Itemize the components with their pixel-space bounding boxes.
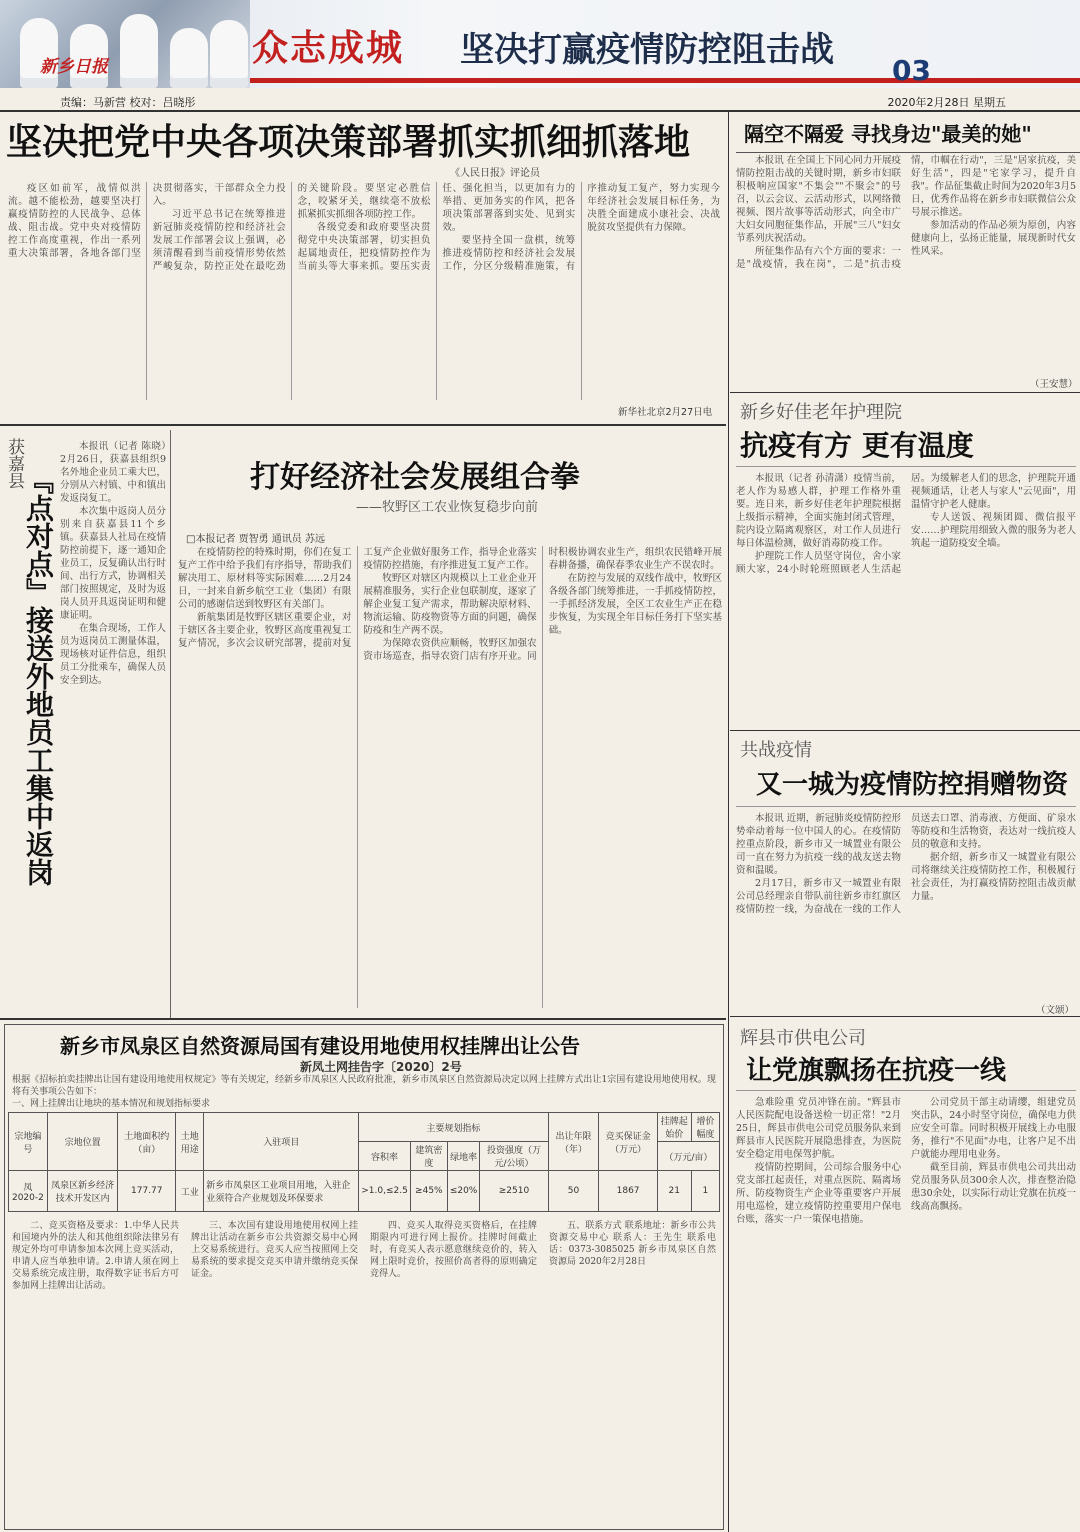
nursing-paragraph: 本报讯（记者 孙清潇）疫情当前，老人作为易感人群，护理工作格外重要。连日来，新乡好佳老年护理院根据上级指示精神，全面实施封闭式管理，院内设立隔离观察区，对工作人员进行每日体温检测，做好消毒防疫工作。 <box>736 473 901 549</box>
right-rule-2 <box>730 730 1080 731</box>
cell-entry: 新乡市凤泉区工业项目用地，入驻企业须符合产业规划及环保要求 <box>204 1171 359 1212</box>
lead-signoff: 新华社北京2月27日电 <box>618 407 713 418</box>
table-row <box>9 1171 720 1212</box>
header-planning: 主要规划指标 <box>359 1113 548 1142</box>
nursing-body <box>736 472 1076 710</box>
cell-location: 凤泉区新乡经济技术开发区内 <box>47 1171 118 1212</box>
header-deposit: 竞买保证金（万元） <box>599 1113 657 1171</box>
right-rule-3 <box>730 1016 1080 1017</box>
header-increment: 增价幅度 <box>691 1113 719 1142</box>
cell-parcel: 凤2020-2 <box>9 1171 48 1212</box>
header-plot-ratio: 容积率 <box>359 1142 411 1171</box>
donation-headline: 又一城为疫情防控捐赠物资 <box>756 770 1069 800</box>
power-headline: 让党旗飘扬在抗疫一线 <box>746 1056 1007 1086</box>
header-location: 宗地位置 <box>47 1113 118 1171</box>
donation-signoff: （文颂） <box>1036 1005 1075 1016</box>
cell-deposit: 1867 <box>599 1171 657 1212</box>
power-paragraph: 截至目前，辉县市供电公司共出动党员服务队员300余人次，排查整治隐患30余处，以实际行动让党旗在抗疫一线高高飘扬。 <box>911 1162 1076 1212</box>
editor-line: 责编：马新营 校对：吕晓彤 <box>60 96 196 109</box>
right-rule-1 <box>730 392 1080 393</box>
power-paragraph: 急难险重 党员冲锋在前。"辉县市人民医院配电设备送检一切正常！"2月25日，辉县市供电公司党员服务队来到辉县市人民医院开展隐患排查，为医院安全稳定用电保驾护航。 <box>736 1097 901 1160</box>
cell-use: 工业 <box>176 1171 204 1212</box>
economy-byline: □本报记者 贾智勇 通讯员 苏远 <box>186 534 325 545</box>
power-org: 辉县市供电公司 <box>740 1028 866 1049</box>
header-unit: （万元/亩） <box>657 1142 719 1171</box>
lead-headline: 坚决把党中央各项决策部署抓实抓细抓落地 <box>6 122 691 163</box>
banner-red-bar <box>250 78 1080 83</box>
newspaper-logo: 新乡日报 <box>40 57 108 77</box>
notice-table <box>8 1112 720 1212</box>
cell-investment: ≥2510 <box>480 1171 548 1212</box>
column-divider <box>170 430 171 1018</box>
notice-intro: 根据《招标拍卖挂牌出让国有建设用地使用权规定》等有关规定，经新乡市凤泉区人民政府批准，新乡市凤泉区自然资源局决定以网上挂牌方式出让1宗国有建设用地使用权。现将有关事项公告如下： <box>12 1075 716 1097</box>
nursing-headline: 抗疫有方 更有温度 <box>740 429 974 462</box>
notice-number: 新凤土网挂告字〔2020〕2号 <box>300 1060 462 1074</box>
notice-paragraph: 三、本次国有建设用地使用权网上挂牌出让活动在新乡市公共资源交易中心网上交易系统进行。竞买人应当按照网上交易系统的要求提交竞买申请并缴纳竞买保证金。 <box>191 1221 358 1279</box>
cell-start-price: 21 <box>657 1171 691 1212</box>
lead-body <box>8 182 720 400</box>
feature-signoff: （王安慧） <box>1030 379 1078 390</box>
donation-rule <box>736 806 1076 807</box>
nursing-rule <box>736 466 1076 467</box>
header-use: 土地用途 <box>176 1113 204 1171</box>
economy-paragraph: 在疫情防控的特殊时期，你们在复工复产工作中给予我们有序指导，帮助我们解决用工、原材料等实际困难……2月24日，一封来自新乡航空工业（集团）有限公司的感谢信送到牧野区有关部门。 <box>178 547 352 610</box>
header-investment: 投资强度（万元/公顷） <box>480 1142 548 1171</box>
side-paragraph: 本次集中返岗人员分别来自获嘉县11个乡镇。获嘉县人社局在疫情防控前提下，逐一通知企业员工，反复确认出行时间、出行方式，协调相关部门按照规定，及时为返岗人员开具返岗证明和健康证明。 <box>60 506 166 621</box>
header-area: 土地面积约（亩） <box>118 1113 176 1171</box>
lead-bottom-rule <box>0 424 726 426</box>
economy-paragraph: 牧野区对辖区内规模以上工业企业开展精准服务，实行企业包联制度，逐家了解企业复工复产需求，帮助解决原材料、物流运输、防疫物资等方面的问题，确保防疫和生产两不误。 <box>363 573 537 636</box>
feature-paragraph: 参加活动的作品必须为原创，内容健康向上，弘扬正能量，展现新时代女性风采。 <box>911 220 1076 257</box>
county-label: 获嘉县 <box>4 438 24 489</box>
header-green: 绿地率 <box>447 1142 480 1171</box>
nursing-paragraph: 专人送饭、视频团圆、微信报平安……护理院用细致入微的服务为老人筑起一道防疫安全墙。 <box>911 512 1076 549</box>
side-paragraph: 在集合现场，工作人员为返岗员工测量体温，现场核对证件信息，组织员工分批乘车，确保人员安全到达。 <box>60 623 166 686</box>
donation-body <box>736 812 1076 1002</box>
lead-paragraph: 疫区如前军，战情似洪流。越不能松劲，越要坚决打赢疫情防控的人民战争、总体战、阻击战。党中央对疫情防控工作高度重视，作出一系列重大决策部署，各地各部门坚决贯彻落实，干部群众全力投入。 <box>8 183 286 259</box>
header-parcel: 宗地编号 <box>9 1113 48 1171</box>
feature-paragraph: 所征集作品有六个方面的要求：一是"战疫情，我在岗"，二是"抗击疫情，巾帼在行动"，三是"居家抗疫，美好生活"，四是"宅家学习，提升自我"。作品征集截止时间为2020年3月5日，优秀作品将在新乡市妇联微信公众号展示推送。 <box>736 155 1076 270</box>
power-paragraph: 疫情防控期间，公司综合服务中心党支部扛起责任，对重点医院、隔离场所、防疫物资生产企业等重要客户开展用电巡检，建立疫情防控重要用户保电台账，落实一户一策保电措施。 <box>736 1162 901 1225</box>
header-term: 出让年限（年） <box>548 1113 599 1171</box>
lead-source: 《人民日报》评论员 <box>450 168 540 179</box>
economy-paragraph: 新航集团是牧野区辖区重要企业，对于辖区各主要企业，牧野区高度重视复工复产情况，多次会议研究部署，提前对复工复产企业做好服务工作，指导企业落实疫情防控措施，有序推进复工复产工作。 <box>178 547 537 649</box>
cell-plot-ratio: >1.0,≤2.5 <box>359 1171 411 1212</box>
header-start-price: 挂牌起始价 <box>657 1113 691 1142</box>
notice-paragraph: 四、竞买人取得竞买资格后，在挂牌期限内可进行网上报价。挂牌时间截止时，有竞买人表示愿意继续竞价的，转入网上限时竞价，按照价高者得的原则确定竞得人。 <box>370 1221 537 1279</box>
donation-kicker: 共战疫情 <box>740 740 812 761</box>
power-paragraph: 公司党员干部主动请缨，组建党员突击队，24小时坚守岗位，确保电力供应安全可靠。同时积极开展线上办电服务，推行"不见面"办电，让客户足不出户就能办理用电业务。 <box>911 1097 1076 1160</box>
banner-subtitle: 坚决打赢疫情防控阻击战 <box>460 30 834 70</box>
cell-green: ≤20% <box>447 1171 480 1212</box>
right-column-divider <box>728 112 729 1532</box>
economy-paragraph: 在防控与发展的双线作战中，牧野区各级各部门统筹推进，一手抓疫情防控，一手抓经济发展，全区工农业生产正在稳步恢复，为实现全年目标任务打下坚实基础。 <box>548 573 722 636</box>
lead-paragraph: 习近平总书记在统筹推进新冠肺炎疫情防控和经济社会发展工作部署会议上强调，必须清醒看到当前疫情形势依然严峻复杂，防控正处在最吃劲的关键阶段。要坚定必胜信念，咬紧牙关，继续毫不放松抓紧抓实抓细各项防控工作。 <box>152 183 431 272</box>
date-line: 2020年2月28日 星期五 <box>887 96 1006 109</box>
page-number: 03 <box>892 54 931 87</box>
cell-area: 177.77 <box>118 1171 176 1212</box>
cell-density: ≥45% <box>410 1171 447 1212</box>
nursing-paragraph: 护理院工作人员坚守岗位，舍小家顾大家，24小时轮班照顾老人生活起居。为缓解老人们的思念，护理院开通视频通话，让老人与家人"云见面"，用温情守护老人健康。 <box>736 473 1076 575</box>
feature-body <box>736 154 1076 380</box>
banner-title: 众志成城 <box>252 28 405 69</box>
notice-paragraph: 二、竞买资格及要求：1.中华人民共和国境内外的法人和其他组织除法律另有规定外均可申请参加本次网上竞买活动，申请人应当单独申请。2.申请人须在网上交易系统完成注册，取得数字证书后方可参加网上挂牌出让活动。 <box>12 1221 179 1291</box>
economy-subhead: ——牧野区工农业恢复稳步向前 <box>356 500 539 515</box>
banner-photo <box>0 0 250 88</box>
donation-paragraph: 据介绍，新乡市又一城置业有限公司将继续关注疫情防控工作，积极履行社会责任，为打赢疫情防控阻击战贡献力量。 <box>911 852 1076 902</box>
power-rule <box>736 1090 1076 1091</box>
feature-paragraph: 本报讯 在全国上下同心同力开展疫情防控阻击战的关键时期，新乡市妇联积极响应国家"不集会""不聚会"的号召，以云会议、云活动形式，以网络微视频、图片故事等活动形式，向全市广大妇女同胞征集作品，开展"三八"妇女节系列庆祝活动。 <box>736 155 901 244</box>
side-body <box>60 440 166 1010</box>
feature-title: 隔空不隔爱 寻找身边"最美的她" <box>744 122 1032 146</box>
notice-paragraph: 五、联系方式 联系地址：新乡市公共资源交易中心 联系人：王先生 联系电话：0373-3085025 新乡市凤泉区自然资源局 2020年2月28日 <box>549 1221 716 1267</box>
economy-headline: 打好经济社会发展组合拳 <box>250 460 580 495</box>
cell-term: 50 <box>548 1171 599 1212</box>
side-paragraph: 本报讯（记者 陈晓）2月26日，获嘉县组织9名外地企业员工乘大巴，分别从六村镇、中和镇出发返岗复工。 <box>60 441 166 504</box>
donation-paragraph: 本报讯 近期，新冠肺炎疫情防控形势牵动着每一位中国人的心。在疫情防控重点阶段，新乡市又一城置业有限公司一直在努力为抗疫一线的战友送去物资和温暖。 <box>736 813 901 876</box>
economy-paragraph: 为保障农资供应顺畅，牧野区加强农资市场巡查，指导农资门店有序开业。同时积极协调农业生产，组织农民错峰开展春耕备播，确保春季农业生产不误农时。 <box>363 547 722 662</box>
lead-paragraph: 各级党委和政府要坚决贯彻党中央决策部署，切实担负起属地责任，把疫情防控作为当前头等大事来抓。要压实责任、强化担当，以更加有力的举措、更加务实的作风，把各项决策部署落到实处、见到实效。 <box>297 183 576 272</box>
donation-paragraph: 2月17日，新乡市又一城置业有限公司总经理亲自带队前往新乡市红旗区疫情防控一线，为奋战在一线的工作人员送去口罩、消毒液、方便面、矿泉水等防疫和生活物资，表达对一线抗疫人员的敬意和支持。 <box>736 813 1076 915</box>
mid-bottom-rule <box>0 1018 726 1020</box>
nursing-org: 新乡好佳老年护理院 <box>740 402 902 423</box>
lead-paragraph: 要坚持全国一盘棋，统筹推进疫情防控和经济社会发展工作，分区分级精准施策，有序推动复工复产，努力实现今年经济社会发展目标任务，为决胜全面建成小康社会、决战脱贫攻坚提供有力保障。 <box>442 183 720 272</box>
side-headline: 『点对点』接送外地员工集中返岗 <box>22 466 55 886</box>
power-body <box>736 1096 1076 1528</box>
notice-section-title: 一、网上挂牌出让地块的基本情况和规划指标要求 <box>12 1099 211 1109</box>
economy-body <box>178 520 722 1008</box>
header-entry: 入驻项目 <box>204 1113 359 1171</box>
header-density: 建筑密度 <box>410 1142 447 1171</box>
notice-title: 新乡市凤泉区自然资源局国有建设用地使用权挂牌出让公告 <box>60 1034 580 1058</box>
notice-body <box>12 1220 716 1524</box>
cell-increment: 1 <box>691 1171 719 1212</box>
